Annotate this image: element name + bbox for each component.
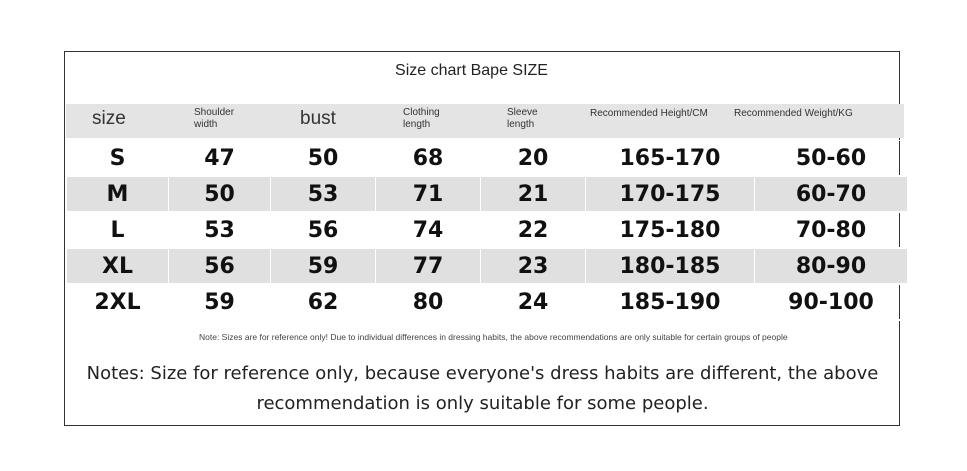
table-cell: 47 (169, 141, 271, 177)
table-cell: 180-185 (586, 248, 755, 284)
table-cell: 50 (271, 141, 376, 177)
table-cell: 90-100 (755, 284, 908, 320)
table-cell: 59 (271, 248, 376, 284)
table-cell: 50-60 (755, 141, 908, 177)
table-row (67, 284, 908, 320)
table-cell: 77 (376, 248, 481, 284)
header-clothing-line2: length (403, 119, 431, 130)
header-bust: bust (300, 108, 336, 129)
table-cell: 80-90 (755, 248, 908, 284)
table-cell: 80 (376, 284, 481, 320)
table-cell: 68 (376, 141, 481, 177)
header-sleeve-line1: Sleeve (507, 107, 538, 118)
table-cell: 56 (169, 248, 271, 284)
table-cell: 74 (376, 212, 481, 248)
header-recommended-weight: Recommended Weight/KG (734, 108, 853, 119)
size-label-cell: S (67, 141, 169, 177)
header-sleeve-line2: length (507, 119, 535, 130)
header-shoulder-line2: width (194, 119, 218, 130)
table-cell: 165-170 (586, 141, 755, 177)
table-cell: 56 (271, 212, 376, 248)
table-cell: 60-70 (755, 176, 908, 212)
notes-line-2: recommendation is only suitable for some people. (256, 393, 709, 414)
notes-line-1: Notes: Size for reference only, because everyone's dress habits are different, the above (86, 363, 879, 384)
size-label-cell: XL (67, 248, 169, 284)
table-cell: 59 (169, 284, 271, 320)
table-row (67, 248, 908, 284)
table-cell: 53 (169, 212, 271, 248)
table-cell: 62 (271, 284, 376, 320)
table-cell: 20 (481, 141, 586, 177)
size-label-cell: 2XL (67, 284, 169, 320)
reference-note: Note: Sizes are for reference only! Due to individual differences in dressing habits, the above recommendations are only suitable for certain groups of people (199, 332, 788, 342)
size-table (66, 140, 908, 321)
header-recommended-height: Recommended Height/CM (590, 108, 708, 119)
chart-title: Size chart Bape SIZE (395, 62, 548, 79)
table-cell: 22 (481, 212, 586, 248)
header-shoulder-line1: Shoulder (194, 107, 235, 118)
size-label-cell: L (67, 212, 169, 248)
table-row (67, 141, 908, 177)
table-row (67, 176, 908, 212)
table-cell: 70-80 (755, 212, 908, 248)
table-cell: 50 (169, 176, 271, 212)
table-cell: 53 (271, 176, 376, 212)
size-label-cell: M (67, 176, 169, 212)
table-cell: 23 (481, 248, 586, 284)
table-cell: 24 (481, 284, 586, 320)
header-sleeve-length (507, 107, 538, 131)
table-cell: 185-190 (586, 284, 755, 320)
table-cell: 175-180 (586, 212, 755, 248)
table-cell: 71 (376, 176, 481, 212)
table-cell: 170-175 (586, 176, 755, 212)
notes-text (66, 359, 899, 419)
header-clothing-length (403, 107, 440, 131)
header-shoulder-width (194, 107, 234, 131)
header-clothing-line1: Clothing (403, 107, 440, 118)
table-row (67, 212, 908, 248)
table-cell: 21 (481, 176, 586, 212)
header-size: size (92, 108, 126, 129)
